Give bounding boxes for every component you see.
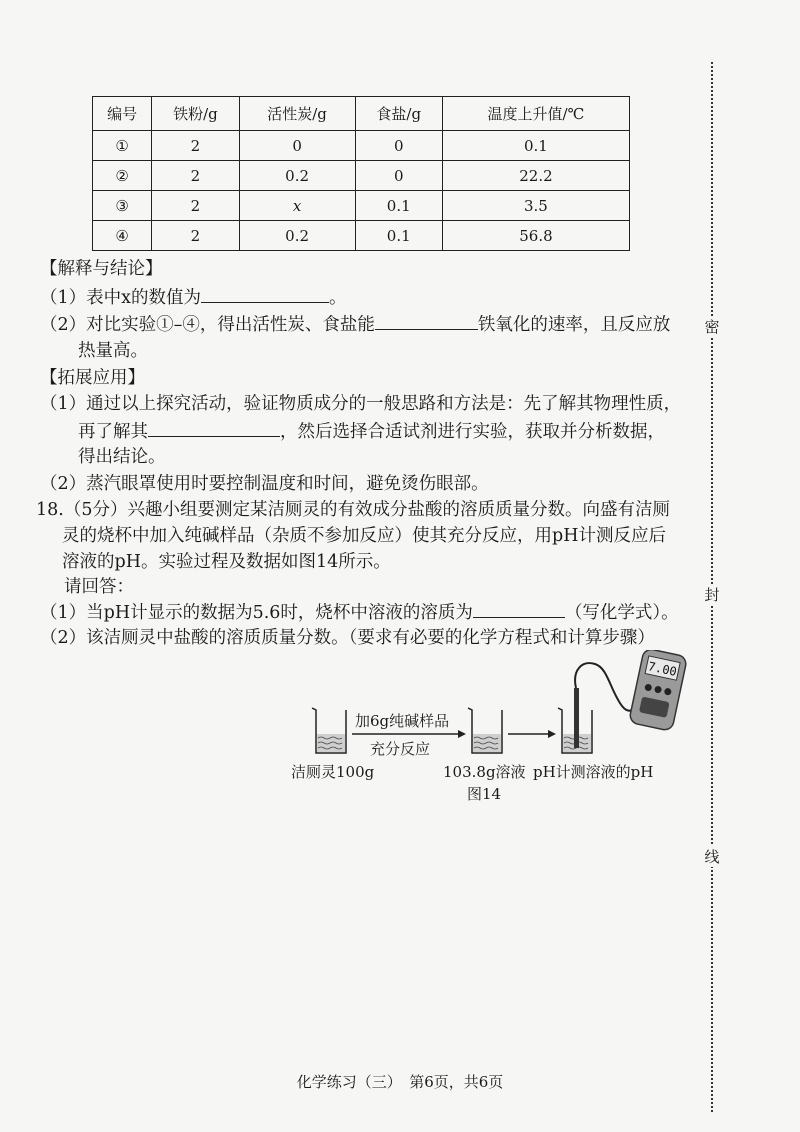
question-1-end: 。 (329, 288, 347, 308)
ph-meter-reading: 7.00 (646, 659, 679, 679)
extend-2: （2）蒸汽眼罩使用时要控制温度和时间，避免烫伤眼部。 (40, 474, 489, 494)
table-cell: 2 (152, 221, 239, 251)
table-cell: 2 (152, 161, 239, 191)
section-heading-extend: 【拓展应用】 (40, 368, 145, 388)
question-18-prompt: 请回答： (64, 577, 134, 597)
question-18-line3: 溶液的pH。实验过程及数据如图14所示。 (62, 552, 391, 572)
table-cell: ④ (93, 221, 152, 251)
question-18-1-text: （1）当pH计显示的数据为5.6时，烧杯中溶液的溶质为 (40, 603, 473, 623)
table-cell: 3.5 (442, 191, 629, 221)
section-heading-explain: 【解释与结论】 (40, 259, 163, 279)
figure-caption: 图14 (467, 785, 502, 803)
ph-meter-icon (629, 650, 688, 731)
header-salt: 食盐/g (355, 97, 442, 131)
arrow-1-icon (352, 730, 466, 738)
arrow-label-bottom: 充分反应 (370, 740, 431, 758)
table-cell: 0.1 (355, 221, 442, 251)
table-cell: 2 (152, 131, 239, 161)
binding-char-seal: 密 (702, 316, 722, 337)
table-cell: 0.2 (239, 221, 355, 251)
question-2-end: 铁氧化的速率，且反应放 (477, 315, 671, 335)
table-row (93, 161, 630, 191)
beaker-1-icon (312, 708, 346, 753)
experiment-table (92, 96, 630, 251)
question-18-line2: 灵的烧杯中加入纯碱样品（杂质不参加反应）使其充分反应，用pH计测反应后 (62, 526, 666, 546)
extend-1-line1: （1）通过以上探究活动，验证物质成分的一般思路和方法是：先了解其物理性质， (40, 394, 682, 414)
extend-1-line3: 得出结论。 (78, 447, 166, 467)
binding-char-close: 封 (702, 584, 722, 605)
beaker-2-icon (468, 708, 502, 753)
table-cell: x (239, 191, 355, 221)
beaker-1-label: 洁厕灵100g (291, 763, 375, 781)
table-cell: 0 (355, 161, 442, 191)
header-temp: 温度上升值/℃ (442, 97, 629, 131)
table-row (93, 221, 630, 251)
header-carbon: 活性炭/g (239, 97, 355, 131)
extend-1-line2 (78, 420, 665, 443)
table-cell: 0.1 (355, 191, 442, 221)
table-cell: 0.2 (239, 161, 355, 191)
question-18-line1: 18.（5分）兴趣小组要测定某洁厕灵的有效成分盐酸的溶质质量分数。向盛有洁厕 (36, 500, 670, 520)
extend-1-text: 再了解其 (78, 422, 148, 442)
table-cell: 0 (355, 131, 442, 161)
header-id: 编号 (93, 97, 152, 131)
table-header-row (93, 97, 630, 131)
question-18-1-end: （写化学式）。 (564, 603, 679, 623)
extend-1-text-end: ，然后选择合适试剂进行实验，获取并分析数据， (280, 422, 665, 442)
figure-14-diagram (290, 650, 690, 760)
answer-blank-4[interactable] (473, 601, 565, 618)
beaker-3-label: pH计测溶液的pH (533, 763, 654, 781)
arrow-2-icon (508, 730, 556, 738)
arrow-label-top: 加6g纯碱样品 (355, 712, 450, 730)
answer-blank-1[interactable] (201, 286, 329, 303)
header-iron: 铁粉/g (152, 97, 239, 131)
table-cell: ① (93, 131, 152, 161)
table-cell: 56.8 (442, 221, 629, 251)
table-cell: ③ (93, 191, 152, 221)
beaker-2-label: 103.8g溶液 (443, 763, 526, 781)
question-1-text: （1）表中x的数值为 (40, 288, 202, 308)
question-2-continued: 热量高。 (78, 341, 148, 361)
question-2-text: （2）对比实验①–④，得出活性炭、食盐能 (40, 315, 375, 335)
question-1 (40, 286, 347, 309)
question-2 (40, 313, 670, 336)
page-footer: 化学练习（三） 第6页，共6页 (296, 1073, 504, 1091)
table-row (93, 131, 630, 161)
table-cell: ② (93, 161, 152, 191)
table-cell: 0 (239, 131, 355, 161)
table-cell: 22.2 (442, 161, 629, 191)
question-18-2: （2）该洁厕灵中盐酸的溶质质量分数。（要求有必要的化学方程式和计算步骤） (40, 628, 655, 648)
binding-char-line: 线 (702, 846, 722, 867)
answer-blank-2[interactable] (375, 313, 478, 330)
table-row (93, 191, 630, 221)
answer-blank-3[interactable] (148, 420, 280, 437)
table-cell: 0.1 (442, 131, 629, 161)
question-18-1 (40, 601, 679, 624)
table-cell: 2 (152, 191, 239, 221)
